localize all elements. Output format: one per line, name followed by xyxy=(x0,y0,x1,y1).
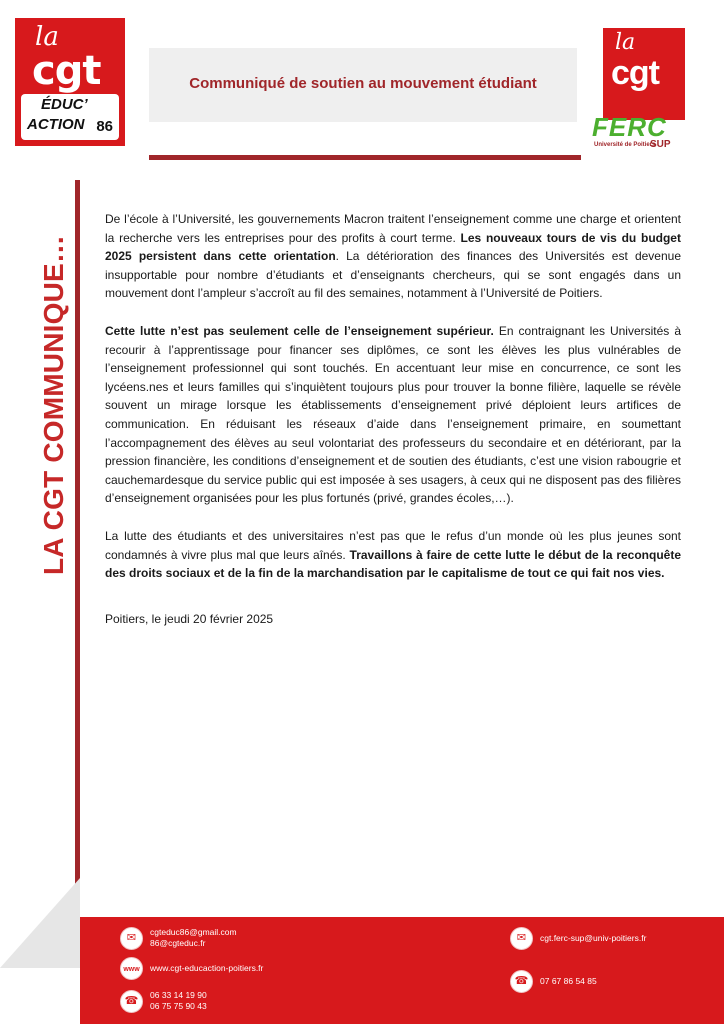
phone-icon: ☎ xyxy=(510,970,533,993)
ferc-text: FERC xyxy=(592,112,667,142)
mail-icon: ✉ xyxy=(120,927,143,950)
cgt-educaction-86-logo xyxy=(15,18,125,146)
dept-number: 86 xyxy=(96,118,113,135)
email-cgteduc86[interactable]: cgteduc86@gmail.com xyxy=(150,927,237,937)
page-title: Communiqué de soutien au mouvement étudiant xyxy=(189,75,537,92)
phone-1[interactable]: 06 33 14 19 90 xyxy=(150,990,207,1000)
action-text: ACTION xyxy=(27,116,85,133)
title-banner xyxy=(149,48,577,122)
logo-la-text: la xyxy=(35,22,59,52)
mail-icon: ✉ xyxy=(510,927,533,950)
logo-cgt-text: cgt xyxy=(611,54,659,92)
web-icon: www xyxy=(120,957,143,980)
sup-text: SUP xyxy=(650,139,671,150)
phone-ferc-sup[interactable]: 07 67 86 54 85 xyxy=(540,976,597,986)
communique-body xyxy=(105,210,681,647)
p3-text: La lutte des étudiants et des universitaires n’est pas que le refus d’un monde où les plus jeunes sont condamnés à vivre plus mal que leurs aînés. xyxy=(105,528,681,562)
signature: Poitiers, le jeudi 20 février 2025 xyxy=(105,611,274,626)
footer-contacts xyxy=(80,917,724,1024)
email-86-cgteduc[interactable]: 86@cgteduc.fr xyxy=(150,938,206,948)
p2-bold: Cette lutte n’est pas seulement celle de l’enseignement supérieur. xyxy=(105,323,494,338)
educaction-badge xyxy=(21,94,119,140)
ferc-sup-mark xyxy=(592,112,692,156)
logo-cgt-text: cgt xyxy=(32,48,101,94)
side-label-text: LA CGT COMMUNIQUE… xyxy=(38,234,69,575)
website-link[interactable]: www.cgt-educaction-poitiers.fr xyxy=(150,963,264,973)
paragraph-2 xyxy=(105,322,681,508)
p1-text-c: . La détérioration des finances des Universités est devenue insupportable pour nombre d’étudiants et d’enseignants chercheurs, qui se sont engagés dans un mouvement dont l’ampleur s’accroît au fil des semaines, notamment à l’Université de Poitiers. xyxy=(105,249,681,301)
email-ferc-sup[interactable]: cgt.ferc-sup@univ-poitiers.fr xyxy=(540,933,647,943)
logo-la-text: la xyxy=(615,30,636,55)
paragraph-1 xyxy=(105,210,681,303)
title-underline xyxy=(149,155,581,160)
cgt-ferc-sup-logo xyxy=(603,28,685,120)
decorative-corner xyxy=(0,878,80,968)
p1-text-a: De l’école à l’Université, les gouvernements Macron traitent l’enseignement comme une charge et orientent la recherche vers les entreprises pour des profits à court terme. xyxy=(105,212,681,245)
p2-text: En contraignant les Universités à recourir à l’apprentissage pour financer ses diplômes, ce sont les élèves les plus vulnérables de l’enseignement professionnel qui sont touchés. En accentuant leur mise en concurrence, ce sont les lycéens.nes et leurs familles qui s’inquiètent toujours plus pour trouver la bonne filière, laquelle se révèle souvent un mirage lorsque les établissements d’enseignement privé déploient leurs artifices de communication. En réduisant les réseaux d’aide dans l’enseignement primaire, en soumettant l’accompagnement des élèves au seul volontariat des professeurs du secondaire et en détériorant, par la pression financière, les conditions d’enseignement et de soutien des étudiants, c’est une vision rabougrie et cauchemardesque du service public qui est imposée à ses usagers, à ceux qui ne disposent pas des filières d’enseignement organisées pour les plus fortunés (privé, grandes écoles,…). xyxy=(105,323,681,506)
university-text: Université de Poitiers xyxy=(594,142,656,148)
p1-bold: Les nouveaux tours de vis du budget 2025 persistent dans cette orientation xyxy=(105,230,681,264)
educ-text: ÉDUC’ xyxy=(41,96,88,113)
phone-icon: ☎ xyxy=(120,990,143,1013)
vertical-divider xyxy=(75,180,80,960)
p3-bold: Travaillons à faire de cette lutte le début de la reconquête des droits sociaux et de la fin de la marchandisation par le capitalisme de tout ce qui fait nos vies. xyxy=(105,547,681,581)
paragraph-3 xyxy=(105,527,681,583)
phone-2[interactable]: 06 75 75 90 43 xyxy=(150,1001,207,1011)
